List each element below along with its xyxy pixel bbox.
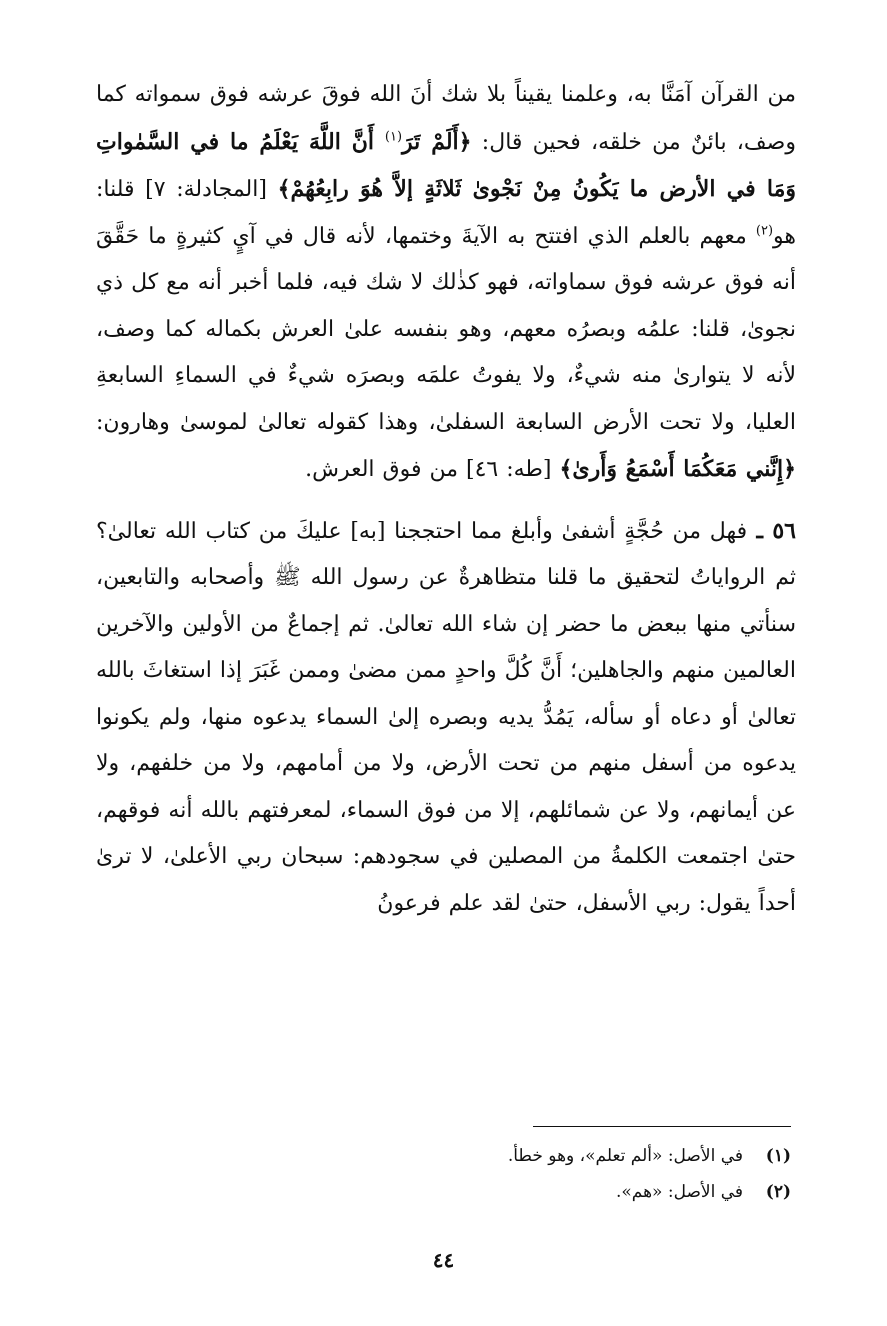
body-text: معهم بالعلم الذي افتتح به الآيةَ وختمها، لأنه قال في آيٍ كثيرةٍ ما حَقَّقَ أنه فوق عرشه فوق سماواته، فهو كذٰلك لا شك فيه، فلما أخبر أنه مع كل ذي نجوىٰ، قلنا: علمُه وبصرُه معهم، وهو بنفسه علىٰ العرش بكماله كما وصف، لأنه لا يتوارىٰ منه شيءٌ، ولا يفوتُ علمَه وبصرَه شيءٌ في السماءِ السابعةِ العليا، ولا تحت الأرض السابعة السفلىٰ، وهذا كقوله تعالىٰ لموسىٰ وهارون: (96, 223, 796, 435)
footnote-reference[interactable]: (١) (384, 129, 403, 145)
body-text: من القرآن آمَنَّا به، وعلمنا يقيناً بلا شك أنَ الله فوقَ عرشه فوق سمواته كما وصف، بائنٌ من خلقه، فحين قال: (96, 82, 796, 155)
paragraph-1 (96, 72, 796, 494)
footnote-number: (١) (765, 1146, 791, 1166)
footnote-separator (533, 1126, 791, 1127)
body-text: [طه: ٤٦] من فوق العرش. (305, 457, 560, 482)
footnote-text: في الأصل: «هم». (615, 1182, 743, 1202)
footnote-1 (191, 1138, 791, 1174)
footnote-text: في الأصل: «ألم تعلم»، وهو خطأ. (507, 1146, 743, 1166)
page-number: ٤٤ (432, 1248, 455, 1272)
footnote-reference[interactable]: (٢) (755, 223, 774, 239)
paragraph-2 (96, 508, 796, 928)
footnote-number: (٢) (765, 1182, 791, 1202)
body-text: [المجادلة: ٧] قلنا: هو (96, 177, 796, 249)
quran-quote: أَنَّ اللَّهَ يَعْلَمُ ما في السَّمٰواتِ وَمَا في الأرض ما يَكُونُ مِنْ نَجْوىٰ ثَلاثَةٍ إلاَّ هُوَ رابِعُهُمْ﴾ (96, 128, 796, 202)
footnote-2 (191, 1174, 791, 1210)
paragraph-number: ٥٦ ـ (747, 517, 796, 544)
quran-quote: ﴿إِنَّني مَعَكُمَا أَسْمَعُ وَأَرىٰ﴾ (559, 456, 796, 482)
body-text: فهل من حُجَّةٍ أشفىٰ وأبلغ مما احتججنا [به] عليكَ من كتاب الله تعالىٰ؟ ثم الرواياتُ لتحقيق ما قلنا متظاهرةٌ عن رسول الله ﷺ وأصحابه والتابعين، سنأتي منها ببعض ما حضر إن شاء الله تعالىٰ. ثم إجماعٌ من الأولين والآخرين العالمين منهم والجاهلين؛ أَنَّ كُلَّ واحدٍ ممن مضىٰ وممن غَبَرَ إذا استغاثَ بالله تعالىٰ أو دعاه أو سأله، يَمُدُّ يديه وبصره إلىٰ السماء يدعوه منها، ولم يكونوا يدعوه من أسفل منهم من تحت الأرض، ولا من أمامهم، ولا من خلفهم، ولا عن أيمانهم، ولا عن شمائلهم، إلا من فوق السماء، لمعرفتهم بالله أنه فوقهم، حتىٰ اجتمعت الكلمةُ من المصلين في سجودهم: سبحان ربي الأعلىٰ، لا ترىٰ أحداً يقول: ربي الأسفل، حتىٰ لقد علم فرعونُ (96, 518, 796, 916)
page-body (96, 72, 796, 927)
quran-quote: ﴿أَلَمْ تَرَ (402, 128, 472, 155)
footnotes (191, 1138, 791, 1210)
